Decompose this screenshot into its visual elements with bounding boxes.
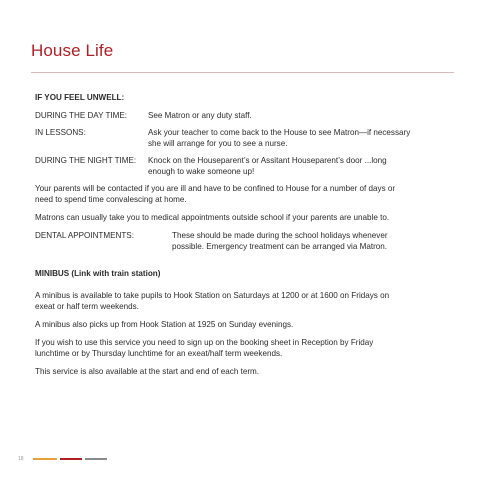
matron-paragraph: Matrons can usually take you to medical appointments outside school if your parents are unable to. (35, 213, 390, 222)
row-text: she will arrange for you to see a nurse. (148, 139, 288, 148)
unwell-heading: IF YOU FEEL UNWELL: (35, 93, 125, 102)
paragraph-line: exeat or half term weekends. (35, 301, 139, 311)
minibus-paragraph-4: This service is also available at the start and end of each term. (35, 367, 260, 376)
row-text: enough to wake someone up! (148, 167, 255, 176)
minibus-heading: MINIBUS (Link with train station) (35, 269, 161, 278)
minibus-paragraph-2: A minibus also picks up from Hook Station at 1925 on Sunday evenings. (35, 320, 294, 329)
page-number: 18 (18, 456, 24, 462)
minibus-paragraph-1 (35, 291, 443, 312)
unwell-heading-row (35, 93, 447, 104)
dental-text: These should be made during the school holidays whenever (172, 231, 388, 240)
paragraph-line: If you wish to use this service you need to sign up on the booking sheet in Reception by Friday (35, 338, 374, 347)
row-label: DURING THE NIGHT TIME: (35, 156, 137, 165)
minibus-paragraph-3 (35, 338, 443, 359)
row-label: IN LESSONS: (35, 128, 86, 137)
page-title: House Life (31, 41, 114, 60)
footer-bar-orange (33, 458, 57, 460)
row-text: Knock on the Houseparent’s or Assitant Houseparent’s door ...long (148, 156, 387, 165)
footer-bar-grey (85, 458, 107, 460)
paragraph-line: A minibus is available to take pupils to Hook Station on Saturdays at 1200 or at 1600 on Fridays on (35, 291, 390, 300)
footer-bar-red (60, 458, 82, 460)
paragraph-line: lunchtime or by Thursday lunchtime for an exeat/half term weekends. (35, 348, 283, 358)
paragraph-line: need to spend time convalescing at home. (35, 194, 187, 204)
minibus-heading-row (35, 269, 447, 280)
dental-text: possible. Emergency treatment can be arranged via Matron. (172, 242, 388, 251)
row-text: See Matron or any duty staff. (148, 111, 252, 120)
title-divider (31, 72, 454, 73)
dental-label: DENTAL APPOINTMENTS: (35, 231, 134, 240)
row-label: DURING THE DAY TIME: (35, 111, 128, 120)
row-text: Ask your teacher to come back to the House to see Matron—if necessary (148, 128, 411, 137)
parents-paragraph (35, 184, 443, 205)
paragraph-line: Your parents will be contacted if you are ill and have to be confined to House for a number of days or (35, 184, 396, 193)
